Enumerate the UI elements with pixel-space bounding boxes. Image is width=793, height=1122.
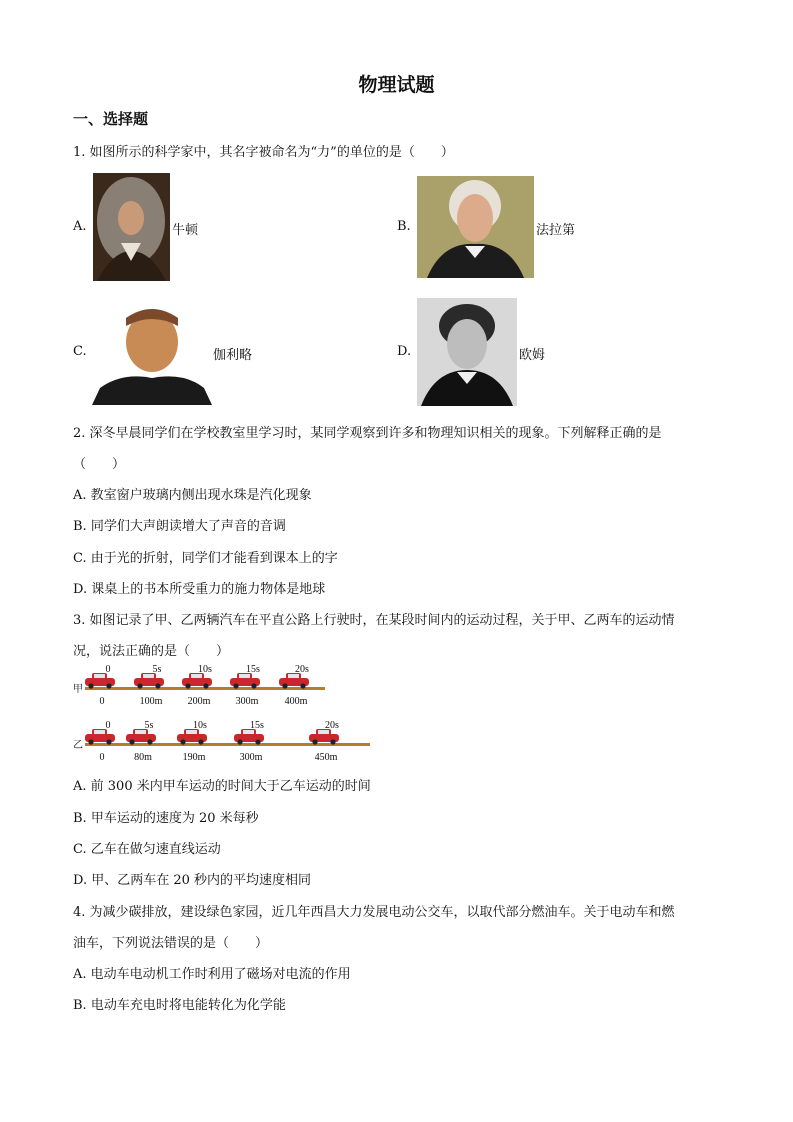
section-heading: 一、选择题: [73, 110, 149, 128]
q2-option-b[interactable]: B. 同学们大声朗读增大了声音的音调: [73, 519, 286, 534]
distance-label-yi-3: 300m: [239, 752, 263, 763]
q2-option-c[interactable]: C. 由于光的折射，同学们才能看到课本上的字: [73, 551, 338, 566]
car-row-jia: [73, 664, 325, 707]
time-label-jia-1: 5s: [152, 664, 162, 675]
car-yi-2: [177, 729, 207, 745]
time-label-yi-1: 5s: [144, 720, 154, 731]
newton-portrait: [93, 173, 170, 281]
q4-stem-line1: 4. 为减少碳排放，建设绿色家园，近几年西昌大力发展电动公交车，以取代部分燃油车。关于电动车和燃: [73, 905, 675, 920]
galileo-portrait: [92, 298, 212, 405]
ohm-portrait: [417, 298, 517, 406]
road-yi: [85, 743, 370, 746]
q2-option-a[interactable]: A. 教室窗户玻璃内侧出现水珠是汽化现象: [73, 488, 312, 503]
car-jia-0: [85, 673, 115, 689]
time-label-yi-2: 10s: [193, 720, 207, 731]
distance-label-jia-0: 0: [99, 696, 105, 707]
q1-option-a-letter[interactable]: A.: [73, 219, 87, 234]
q3-stem-line2: 况，说法正确的是（ ）: [73, 644, 230, 659]
row-label-jia: 甲: [73, 684, 83, 695]
q1-option-c-name: 伽利略: [213, 348, 253, 363]
time-label-jia-4: 20s: [295, 664, 309, 675]
time-label-jia-0: 0: [105, 664, 111, 675]
distance-label-yi-4: 450m: [314, 752, 338, 763]
q1-option-b-letter[interactable]: B.: [397, 219, 411, 234]
faraday-portrait: [417, 176, 534, 278]
q1-option-d-letter[interactable]: D.: [397, 344, 412, 359]
distance-label-jia-4: 400m: [284, 696, 308, 707]
car-jia-3: [230, 673, 260, 689]
q4-option-b[interactable]: B. 电动车充电时将电能转化为化学能: [73, 998, 286, 1013]
row-label-yi: 乙: [73, 740, 83, 751]
q3-option-c[interactable]: C. 乙车在做匀速直线运动: [73, 842, 221, 857]
time-label-jia-2: 10s: [198, 664, 212, 675]
time-label-yi-0: 0: [105, 720, 111, 731]
q1-stem: 1. 如图所示的科学家中，其名字被命名为“力”的单位的是（ ）: [73, 145, 454, 160]
time-label-yi-4: 20s: [325, 720, 339, 731]
q4-stem-line2: 油车，下列说法错误的是（ ）: [73, 936, 269, 951]
car-jia-2: [182, 673, 212, 689]
distance-label-jia-2: 200m: [187, 696, 211, 707]
q1-option-a-name: 牛顿: [172, 223, 199, 238]
q1-option-b-name: 法拉第: [536, 223, 576, 238]
car-jia-4: [279, 673, 309, 689]
time-label-yi-3: 15s: [250, 720, 264, 731]
q2-stem-line2: （ ）: [73, 457, 126, 472]
car-motion-diagram: [73, 663, 383, 771]
q3-option-b[interactable]: B. 甲车运动的速度为 20 米每秒: [73, 811, 259, 826]
q3-option-a[interactable]: A. 前 300 米内甲车运动的时间大于乙车运动的时间: [73, 779, 371, 794]
distance-label-yi-0: 0: [99, 752, 105, 763]
car-yi-1: [126, 729, 156, 745]
car-yi-4: [309, 729, 339, 745]
distance-label-jia-1: 100m: [139, 696, 163, 707]
car-row-yi: [73, 720, 370, 763]
q3-option-d[interactable]: D. 甲、乙两车在 20 秒内的平均速度相同: [73, 873, 312, 888]
q1-option-c-letter[interactable]: C.: [73, 344, 87, 359]
q4-option-a[interactable]: A. 电动车电动机工作时利用了磁场对电流的作用: [73, 967, 351, 982]
car-yi-0: [85, 729, 115, 745]
page-title: 物理试题: [358, 74, 435, 96]
time-label-jia-3: 15s: [246, 664, 260, 675]
q2-stem-line1: 2. 深冬早晨同学们在学校教室里学习时，某同学观察到许多和物理知识相关的现象。下列解释正确的是: [73, 426, 662, 441]
q2-option-d[interactable]: D. 课桌上的书本所受重力的施力物体是地球: [73, 582, 326, 597]
q3-stem-line1: 3. 如图记录了甲、乙两辆汽车在平直公路上行驶时，在某段时间内的运动过程，关于甲、乙两车的运动情: [73, 613, 675, 628]
distance-label-yi-1: 80m: [134, 752, 152, 763]
distance-label-jia-3: 300m: [235, 696, 259, 707]
car-jia-1: [134, 673, 164, 689]
q1-option-d-name: 欧姆: [519, 348, 546, 363]
distance-label-yi-2: 190m: [182, 752, 206, 763]
car-yi-3: [234, 729, 264, 745]
